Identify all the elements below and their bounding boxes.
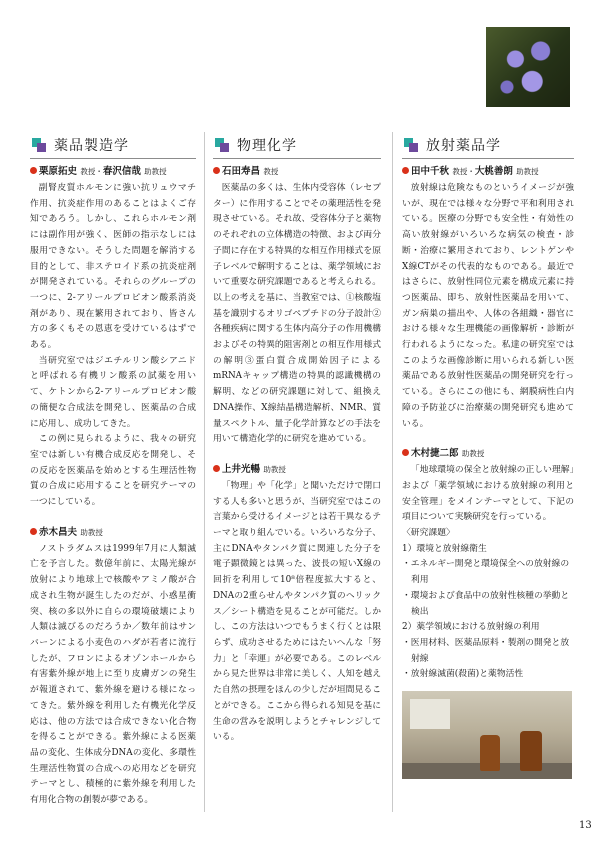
faculty-name: 木村捷二郎 (411, 448, 459, 460)
faculty-name: 大桃善朗 (474, 166, 513, 177)
page-number: 13 (579, 820, 592, 831)
column-divider (204, 132, 205, 812)
faculty-heading (213, 166, 381, 178)
topic-item: ・エネルギー開発と環境保全への放射線の利用 (402, 559, 570, 586)
body-paragraph: 当研究室ではジエチルリン酸シアニドと呼ばれる有機リン酸系の試薬を用いて、ケトンから2-アリールプロピオン酸の簡便な合成法を開発し、医薬品の合成に応用し、成功してきた。 (30, 355, 196, 429)
topic-item: ・医用材料、医薬品原料・製剤の開発と放射線 (402, 637, 570, 664)
faculty-role: 助教授 (461, 449, 485, 459)
column-divider (392, 132, 393, 812)
section-header (213, 132, 381, 159)
body-paragraph: 「物理」や「化学」と聞いただけで閉口する人も多いと思うが、当研究室ではこの言葉から受けるイメージとは若干異なるテーマと取り組んでいる。いろいろな分子、主にDNAやタンパク質に関連した分子を電子顕微鏡とは異った、波長の短いX線の回折を利用して10⁸倍程度拡大すると、DNAの2重らせんやタンパク質のヘリックス／シート構造を見ることが可能だ。しかし、この方法はいつでもうまく行くとは限らず、成功させるためにはたいへんな「努力」と「幸運」が必要である。このレベルから見た世界は非常に美しく、人知を越えた自然の摂理をほんの少しだが垣間見ることができる。ここから得られる知見を基に生命の営みを説明しようとチャレンジしている。 (213, 480, 381, 743)
bullet-dot-icon (402, 449, 409, 456)
body-paragraph: 医薬品の多くは、生体内受容体（レセプター）に作用することでその薬理活性を発現させている。それ故、受容体分子と薬物のそれぞれの立体構造の特徴、および両分子間に存在する特異的な相互作用様式を原子レベルで解明することは、薬学領域において重要な研究課題であると考えられる。以上の考えを基に、当教室では、①核酸塩基を識別するオリゴペプチドの分子設計②各種疾病に関する生体内高分子の作用機構およびその特異的阻害剤との相互作用様式の解明③蛋白質合成開始因子によるmRNAキャップ構造の特異的認識機構の解明、などの研究課題に対して、組換えDNA操作、X線結晶構造解析、NMR、質量スペクトル、量子化学計算などの手法を用いて構造化学的に研究を進めている。 (213, 183, 381, 445)
body-paragraph: 放射線は危険なものというイメージが強いが、現在では様々な分野で平和利用されている。医療の分野でも安全性・有効性の高い放射線がいろいろな病気の検査・診断・治療に繁用されており、レントゲンやX線CTがその代表的なものである。最近ではさらに、放射性同位元素を構成元素に持つ医薬品、即ち、放射性医薬品を用いて、ガン病巣の描出や、人体の各組織・器官における様々な生理機能の画像解析・診断が行われるようになった。私達の研究室ではこのような画像診断に用いられる新しい医薬品である放射性医薬品の開発研究を行っている。さらにこの他にも、網膜病性白内障の予防並びに治療薬の開発研究も進めている。 (402, 183, 574, 429)
section-title: 薬品製造学 (54, 138, 129, 154)
laboratory-photo (402, 691, 572, 779)
faculty-name: 赤木昌夫 (39, 526, 78, 538)
faculty-name: 栗原拓史 (39, 166, 78, 177)
bullet-dot-icon (30, 528, 37, 535)
faculty-heading (30, 527, 196, 539)
faculty-role: 助教授 (263, 464, 286, 474)
body-paragraph: この例に見られるように、我々の研究室では新しい有機合成反応を開発し、その反応を医薬品を始めとする生理活性物質の合成に応用することを研究テーマの一つにしている。 (30, 434, 196, 508)
faculty-heading (402, 448, 574, 460)
faculty-role: 助教授 (144, 167, 167, 176)
body-paragraph: 副腎皮質ホルモンに強い抗リュウマチ作用、抗炎症作用のあることはよくご存知であろう。しかし、これらホルモン剤には副作用が強く、医師の指示なしには服用できない。そうした問題を解消する目的として、非ステロイド系の抗炎症剤が開発されている。それらのグループの一つに、2-アリールプロピオン酸系消炎剤があり、現在繁用されており、皆さん方の多くもその恩恵を受けているはずである。 (30, 183, 196, 351)
section-radiopharmaceutics (402, 132, 574, 779)
topic-heading: 1）環境と放射線衛生 (402, 543, 487, 554)
faculty-role: 助教授 (80, 527, 103, 537)
body-paragraph: 「地球環境の保全と放射線の正しい理解」および「薬学領域における放射線の利用と安全管理」をメインテーマとして、下記の項目について実験研究を行っている。 (402, 465, 574, 523)
faculty-name: 石田寿昌 (222, 166, 261, 177)
faculty-name: 春沢信哉 (102, 166, 141, 177)
faculty-name: 上井光暢 (222, 463, 261, 475)
section-title: 物理化学 (237, 138, 297, 154)
topic-item: ・放射線滅菌(殺菌)と薬物活性 (402, 669, 524, 680)
faculty-heading (402, 166, 574, 178)
topic-heading: 2）薬学領域における放射線の利用 (402, 622, 540, 633)
borage-flower-photo (486, 27, 570, 107)
body-paragraph: ノストラダムスは1999年7月に人類滅亡を予言した。数億年前に、太陽光線が放射により地球上で核酸やアミノ酸が合成され生物が誕生したのだが、小惑星衝突、核の多以外に自らの環境破壊により人類は滅びるのだろうか／数年前はサンバーンによる小麦色のハダが若者に流行したが、フロンによるオゾンホールから有害紫外線が地上に至り皮膚ガンの発生が報道されて、紫外線を避ける様になってきた。紫外線を利用した有機光化学反応は、他の方法では合成できない化合物を得ることができる。紫外線による医薬品の変化、生体成分DNAの変化、多環性生理活性物質の合成への応用などを研究テーマとし、積極的に紫外線を利用した有用化合物の創製が夢である。 (30, 543, 196, 806)
topic-item: ・環境および食品中の放射性核種の挙動と検出 (402, 590, 570, 617)
section-title: 放射薬品学 (426, 138, 501, 154)
bullet-dot-icon (213, 465, 220, 472)
section-physical-chemistry (213, 132, 381, 746)
research-topics-heading: 〈研究課題〉 (402, 528, 455, 539)
bullet-dot-icon (402, 167, 409, 174)
section-square-icon (215, 138, 229, 152)
bullet-dot-icon (213, 167, 220, 174)
faculty-heading (213, 464, 381, 476)
faculty-name: 田中千秋 (411, 166, 450, 177)
faculty-role: 教授・ (452, 167, 475, 176)
section-square-icon (32, 138, 46, 152)
faculty-role: 教授 (263, 167, 279, 176)
section-header (30, 132, 196, 159)
faculty-role: 助教授 (516, 167, 539, 176)
faculty-role: 教授・ (80, 167, 103, 176)
section-square-icon (404, 138, 418, 152)
bullet-dot-icon (30, 167, 37, 174)
section-header (402, 132, 574, 159)
section-pharmaceutical-manufacturing (30, 132, 196, 809)
faculty-heading (30, 166, 196, 178)
